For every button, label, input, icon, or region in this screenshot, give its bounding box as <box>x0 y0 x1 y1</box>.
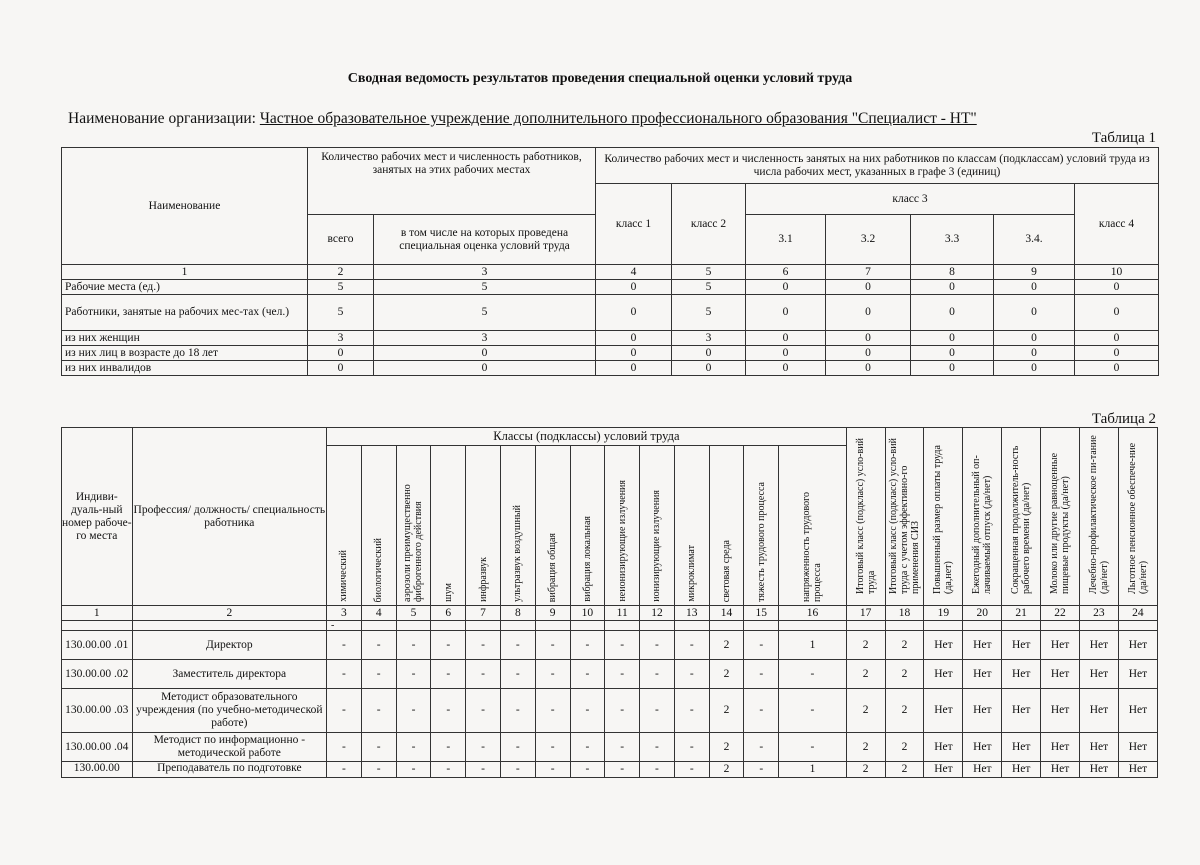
t1-cell: 0 <box>994 346 1075 361</box>
t2-colnum: 22 <box>1041 606 1080 621</box>
t1-cell: 0 <box>826 346 911 361</box>
t2-cell: Нет <box>1079 762 1118 778</box>
t2-cell: - <box>674 660 709 689</box>
t2-cell: - <box>327 660 362 689</box>
t2-header-final-class-siz: Итоговый класс (подкласс) усло-вий труда с учетом эффективно-го применения СИЗ <box>885 428 924 606</box>
t2-cell: - <box>674 762 709 778</box>
t2-cell: 2 <box>885 631 924 660</box>
t2-rows <box>62 631 1158 778</box>
t2-dash-cell: - <box>327 621 362 631</box>
t2-profession: Методист по информационно - методической работе <box>132 733 326 762</box>
t2-cell: - <box>744 660 779 689</box>
t2-cell: - <box>674 689 709 733</box>
t2-workplace-id: 130.00.00 .03 <box>62 689 133 733</box>
t2-cell: 2 <box>709 689 744 733</box>
t2-cell: - <box>431 660 466 689</box>
t2-dash-cell <box>361 621 396 631</box>
t2-cell: - <box>466 689 501 733</box>
document-title: Сводная ведомость результатов проведения специальной оценки условий труда <box>347 71 853 86</box>
t1-cell: 0 <box>374 346 596 361</box>
t2-cell: Нет <box>1041 733 1080 762</box>
t2-cell: - <box>466 762 501 778</box>
t1-cell: 0 <box>374 361 596 376</box>
t2-factor-header: шум <box>431 446 466 606</box>
t2-dash-cell <box>1041 621 1080 631</box>
t2-factor-header: напряженность трудового процесса <box>779 446 847 606</box>
t2-dash-cell <box>431 621 466 631</box>
t2-cell: - <box>674 733 709 762</box>
t1-cell: 0 <box>994 280 1075 295</box>
t2-header-pay: Повышенный размер оплаты труда (да,нет) <box>924 428 963 606</box>
t2-colnum: 13 <box>674 606 709 621</box>
t2-cell: - <box>466 660 501 689</box>
t2-factor-header: вибрация общая <box>535 446 570 606</box>
t1-cell: 0 <box>826 331 911 346</box>
t1-cell: 0 <box>994 331 1075 346</box>
t2-colnum: 14 <box>709 606 744 621</box>
t2-cell: Нет <box>963 689 1002 733</box>
t2-cell: - <box>466 631 501 660</box>
t2-colnum: 6 <box>431 606 466 621</box>
t2-dash-cell <box>466 621 501 631</box>
t1-header-count: Количество рабочих мест и численность работников, занятых на этих рабочих местах <box>308 148 596 215</box>
t2-cell: - <box>361 660 396 689</box>
t2-cell: 2 <box>846 631 885 660</box>
t2-header-nutrition: Лечебно-профилактическое пи-тание (да/нет) <box>1079 428 1118 606</box>
t2-workplace-id: 130.00.00 .02 <box>62 660 133 689</box>
t2-cell: Нет <box>1079 660 1118 689</box>
t2-cell: - <box>431 733 466 762</box>
t1-cell: 5 <box>374 295 596 331</box>
t2-cell: 1 <box>779 762 847 778</box>
t2-cell: - <box>779 660 847 689</box>
t2-colnum: 19 <box>924 606 963 621</box>
t1-cell: 3 <box>308 331 374 346</box>
t2-cell: Нет <box>1002 733 1041 762</box>
t1-cell: 3 <box>672 331 746 346</box>
t2-colnum: 4 <box>361 606 396 621</box>
t2-cell: 2 <box>885 762 924 778</box>
t1-header-class4: класс 4 <box>1075 184 1159 265</box>
t1-row-label: из них женщин <box>62 331 308 346</box>
t2-cell: Нет <box>924 762 963 778</box>
t2-cell: 2 <box>885 689 924 733</box>
t2-cell: - <box>396 733 431 762</box>
t2-cell: - <box>640 733 675 762</box>
t2-cell: Нет <box>1041 689 1080 733</box>
t2-factor-header: неионизирующие излучения <box>605 446 640 606</box>
t2-factor-header: тяжесть трудового процесса <box>744 446 779 606</box>
t2-cell: - <box>396 631 431 660</box>
t2-dash-cell <box>1118 621 1157 631</box>
t2-dash-cell <box>885 621 924 631</box>
t2-cell: - <box>396 762 431 778</box>
t2-colnum: 5 <box>396 606 431 621</box>
t2-cell: Нет <box>963 733 1002 762</box>
t2-dash-cell <box>396 621 431 631</box>
t1-cell: 0 <box>1075 331 1159 346</box>
t2-cell: Нет <box>924 733 963 762</box>
t1-colnum: 9 <box>994 265 1075 280</box>
t2-cell: - <box>605 660 640 689</box>
t2-cell: Нет <box>1118 660 1157 689</box>
t1-cell: 0 <box>826 361 911 376</box>
t1-colnum: 3 <box>374 265 596 280</box>
t2-cell: - <box>327 689 362 733</box>
t1-header-total: всего <box>308 215 374 265</box>
summary-table-1 <box>61 147 1159 376</box>
t1-colnum: 8 <box>911 265 994 280</box>
t2-factor-header: вибрация локальная <box>570 446 605 606</box>
t1-cell: 0 <box>994 361 1075 376</box>
t2-cell: - <box>327 762 362 778</box>
t2-cell: Нет <box>1079 631 1118 660</box>
t2-factor-header: инфразвук <box>466 446 501 606</box>
t2-cell: - <box>500 631 535 660</box>
t1-header-3-4: 3.4. <box>994 215 1075 265</box>
t1-cell: 0 <box>746 331 826 346</box>
t2-cell: - <box>744 689 779 733</box>
t2-dash-cell <box>1002 621 1041 631</box>
t2-factor-header: биологический <box>361 446 396 606</box>
t1-colnum: 7 <box>826 265 911 280</box>
t1-cell: 0 <box>911 295 994 331</box>
t1-cell: 0 <box>746 346 826 361</box>
t2-cell: - <box>744 631 779 660</box>
t1-header-class3: класс 3 <box>746 184 1075 215</box>
t2-colnum: 16 <box>779 606 847 621</box>
t2-cell: Нет <box>1079 689 1118 733</box>
t2-cell: Нет <box>1002 631 1041 660</box>
t1-cell: 0 <box>911 346 994 361</box>
t2-cell: 2 <box>885 733 924 762</box>
t2-cell: - <box>640 631 675 660</box>
t2-cell: - <box>570 733 605 762</box>
t2-dash-cell <box>605 621 640 631</box>
t2-row <box>62 660 1158 689</box>
t2-row <box>62 733 1158 762</box>
t2-cell: - <box>431 689 466 733</box>
t2-cell: Нет <box>1041 762 1080 778</box>
t2-factor-header: химический <box>327 446 362 606</box>
t2-cell: 2 <box>846 762 885 778</box>
t1-cell: 5 <box>308 295 374 331</box>
t2-cell: - <box>466 733 501 762</box>
t1-colnum: 5 <box>672 265 746 280</box>
t1-cell: 0 <box>746 361 826 376</box>
t1-header-assessed: в том числе на которых проведена специальная оценка условий труда <box>374 215 596 265</box>
t2-dash-cell <box>709 621 744 631</box>
t2-colnum: 24 <box>1118 606 1157 621</box>
t2-cell: - <box>570 689 605 733</box>
t2-cell: - <box>779 689 847 733</box>
t2-cell: - <box>431 762 466 778</box>
organization-label: Наименование организации: <box>68 110 256 127</box>
t1-cell: 0 <box>746 280 826 295</box>
t1-cell: 0 <box>826 280 911 295</box>
t1-row <box>62 295 1159 331</box>
t2-colnum: 7 <box>466 606 501 621</box>
t2-factor-header: микроклимат <box>674 446 709 606</box>
t2-profession: Заместитель директора <box>132 660 326 689</box>
t2-header-short-time: Сокращенная продолжитель-ность рабочего времени (да/нет) <box>1002 428 1041 606</box>
t1-rows <box>62 280 1159 376</box>
t2-cell: 2 <box>709 631 744 660</box>
t2-colnum: 20 <box>963 606 1002 621</box>
t2-colnum: 12 <box>640 606 675 621</box>
t2-cell: - <box>605 733 640 762</box>
t2-cell: 2 <box>846 733 885 762</box>
t2-colnum: 8 <box>500 606 535 621</box>
t1-cell: 0 <box>1075 346 1159 361</box>
t1-cell: 0 <box>911 361 994 376</box>
t2-cell: Нет <box>924 660 963 689</box>
t2-cell: Нет <box>1118 631 1157 660</box>
t2-row <box>62 689 1158 733</box>
t2-colnum: 18 <box>885 606 924 621</box>
t2-cell: - <box>570 631 605 660</box>
t2-dash-cell <box>963 621 1002 631</box>
t1-cell: 5 <box>672 280 746 295</box>
t2-cell: Нет <box>1118 733 1157 762</box>
t1-header-3-2: 3.2 <box>826 215 911 265</box>
t1-colnum: 10 <box>1075 265 1159 280</box>
t2-cell: - <box>605 762 640 778</box>
t1-row <box>62 331 1159 346</box>
t2-cell: - <box>396 660 431 689</box>
t1-cell: 0 <box>308 361 374 376</box>
t2-cell: - <box>361 631 396 660</box>
t1-row <box>62 361 1159 376</box>
t2-dash-cell <box>640 621 675 631</box>
t2-dash-cell <box>674 621 709 631</box>
t2-cell: - <box>535 689 570 733</box>
t2-dash-cell <box>779 621 847 631</box>
t1-header-3-1: 3.1 <box>746 215 826 265</box>
t2-cell: Нет <box>1002 762 1041 778</box>
t2-cell: Нет <box>1002 660 1041 689</box>
t1-header-classes: Количество рабочих мест и численность занятых на них работников по классам (подклассам) условий труда из числа рабочих мест, указанных в графе 3 (единиц) <box>596 148 1159 184</box>
summary-table-2 <box>61 427 1158 778</box>
t2-cell: - <box>605 631 640 660</box>
t2-cell: Нет <box>1041 660 1080 689</box>
t2-cell: - <box>570 660 605 689</box>
t2-dash-cell <box>62 621 133 631</box>
organization-value: Частное образовательное учреждение дополнительного профессионального образования "Специалист - НТ" <box>259 110 977 127</box>
t2-cell: - <box>500 689 535 733</box>
t2-row <box>62 631 1158 660</box>
t2-workplace-id: 130.00.00 .01 <box>62 631 133 660</box>
t2-cell: Нет <box>924 689 963 733</box>
t1-cell: 0 <box>746 295 826 331</box>
t2-cell: 2 <box>709 762 744 778</box>
t2-workplace-id: 130.00.00 .04 <box>62 733 133 762</box>
t2-factor-header: ультразвук воздушный <box>500 446 535 606</box>
t2-cell: 2 <box>846 660 885 689</box>
t2-cell: - <box>640 689 675 733</box>
t2-colnum: 3 <box>327 606 362 621</box>
t2-colnum: 17 <box>846 606 885 621</box>
t1-row-label: Рабочие места (ед.) <box>62 280 308 295</box>
t1-cell: 5 <box>308 280 374 295</box>
t2-colnum: 10 <box>570 606 605 621</box>
t2-cell: - <box>361 733 396 762</box>
t2-cell: - <box>779 733 847 762</box>
t1-row-label: Работники, занятые на рабочих мес-тах (чел.) <box>62 295 308 331</box>
t2-cell: Нет <box>1118 689 1157 733</box>
t1-cell: 0 <box>308 346 374 361</box>
t2-cell: - <box>500 660 535 689</box>
t2-header-classes: Классы (подклассы) условий труда <box>327 428 847 446</box>
t2-header-id: Индиви-дуаль-ный номер рабоче-го места <box>62 428 133 606</box>
t1-header-class2: класс 2 <box>672 184 746 265</box>
t2-cell: - <box>640 660 675 689</box>
t1-colnum: 1 <box>62 265 308 280</box>
t2-cell: Нет <box>963 762 1002 778</box>
t1-colnum: 2 <box>308 265 374 280</box>
t1-cell: 0 <box>1075 361 1159 376</box>
t1-header-3-3: 3.3 <box>911 215 994 265</box>
t2-header-pension: Льготное пенсионное обеспече-ние (да/нет) <box>1118 428 1157 606</box>
t2-header-final-class: Итоговый класс (подкласс) усло-вий труда <box>846 428 885 606</box>
t2-cell: Нет <box>963 660 1002 689</box>
t2-cell: Нет <box>924 631 963 660</box>
t2-cell: - <box>535 660 570 689</box>
t2-colnum: 15 <box>744 606 779 621</box>
t2-cell: - <box>570 762 605 778</box>
t2-header-milk: Молоко или другие равноценные пищевые продукты (да/нет) <box>1041 428 1080 606</box>
t2-cell: 2 <box>709 660 744 689</box>
t2-cell: - <box>535 733 570 762</box>
t1-cell: 0 <box>596 346 672 361</box>
t2-cell: - <box>674 631 709 660</box>
t2-dash-cell <box>1079 621 1118 631</box>
t2-cell: - <box>640 762 675 778</box>
t1-cell: 0 <box>672 346 746 361</box>
t1-cell: 0 <box>826 295 911 331</box>
t2-cell: Нет <box>1079 733 1118 762</box>
t2-colnum: 23 <box>1079 606 1118 621</box>
t1-cell: 0 <box>1075 280 1159 295</box>
t2-cell: 1 <box>779 631 847 660</box>
t2-factor-header: ионизирующие излучения <box>640 446 675 606</box>
t2-cell: - <box>431 631 466 660</box>
t2-profession: Методист образовательного учреждения (по учебно-методической работе) <box>132 689 326 733</box>
t2-colnum: 21 <box>1002 606 1041 621</box>
t1-row <box>62 346 1159 361</box>
t2-dash-cell <box>535 621 570 631</box>
t2-cell: - <box>535 631 570 660</box>
t1-cell: 0 <box>911 280 994 295</box>
t1-row-label: из них инвалидов <box>62 361 308 376</box>
t1-cell: 0 <box>672 361 746 376</box>
t2-profession: Директор <box>132 631 326 660</box>
t1-cell: 0 <box>994 295 1075 331</box>
t2-dash-cell <box>500 621 535 631</box>
t2-cell: Нет <box>1118 762 1157 778</box>
t1-header-name: Наименование <box>62 148 308 265</box>
t2-cell: - <box>744 762 779 778</box>
t2-cell: - <box>327 631 362 660</box>
t1-column-numbers <box>62 265 1159 280</box>
t2-cell: 2 <box>709 733 744 762</box>
t2-cell: Нет <box>963 631 1002 660</box>
t2-cell: - <box>500 762 535 778</box>
t2-dash-row <box>62 621 1158 631</box>
t1-cell: 0 <box>596 361 672 376</box>
t1-cell: 0 <box>1075 295 1159 331</box>
t1-header-class1: класс 1 <box>596 184 672 265</box>
t1-cell: 0 <box>911 331 994 346</box>
t2-dash-cell <box>570 621 605 631</box>
t2-colnum: 11 <box>605 606 640 621</box>
t2-dash-cell <box>744 621 779 631</box>
t2-factor-header: световая среда <box>709 446 744 606</box>
t2-cell: 2 <box>846 689 885 733</box>
t2-colnum: 9 <box>535 606 570 621</box>
t2-cell: - <box>744 733 779 762</box>
t2-dash-cell <box>846 621 885 631</box>
t2-workplace-id: 130.00.00 <box>62 762 133 778</box>
t2-cell: - <box>396 689 431 733</box>
t2-cell: Нет <box>1002 689 1041 733</box>
t1-colnum: 6 <box>746 265 826 280</box>
t2-cell: - <box>361 689 396 733</box>
t1-cell: 3 <box>374 331 596 346</box>
t1-cell: 5 <box>374 280 596 295</box>
t2-row <box>62 762 1158 778</box>
organization-line <box>68 110 977 128</box>
t2-header-vacation: Ежегодный дополнительный оп-лачиваемый отпуск (да/нет) <box>963 428 1002 606</box>
t2-cell: Нет <box>1041 631 1080 660</box>
t2-cell: - <box>605 689 640 733</box>
t2-dash-cell <box>924 621 963 631</box>
t2-factor-header: аэрозоли преимущественно фиброгенного действия <box>396 446 431 606</box>
t2-column-numbers <box>62 606 1158 621</box>
t2-cell: 2 <box>885 660 924 689</box>
table2-caption: Таблица 2 <box>1091 411 1156 427</box>
t2-header-profession: Профессия/ должность/ специальность работника <box>132 428 326 606</box>
t1-row <box>62 280 1159 295</box>
t1-cell: 0 <box>596 331 672 346</box>
t1-cell: 0 <box>596 295 672 331</box>
t1-cell: 0 <box>596 280 672 295</box>
t2-dash-cell <box>132 621 326 631</box>
t2-colnum: 1 <box>62 606 133 621</box>
t2-cell: - <box>535 762 570 778</box>
t1-cell: 5 <box>672 295 746 331</box>
t2-cell: - <box>327 733 362 762</box>
t2-colnum: 2 <box>132 606 326 621</box>
table1-caption: Таблица 1 <box>1091 130 1156 146</box>
t2-cell: - <box>500 733 535 762</box>
t1-colnum: 4 <box>596 265 672 280</box>
t1-row-label: из них лиц в возрасте до 18 лет <box>62 346 308 361</box>
t2-profession: Преподаватель по подготовке <box>132 762 326 778</box>
t2-cell: - <box>361 762 396 778</box>
